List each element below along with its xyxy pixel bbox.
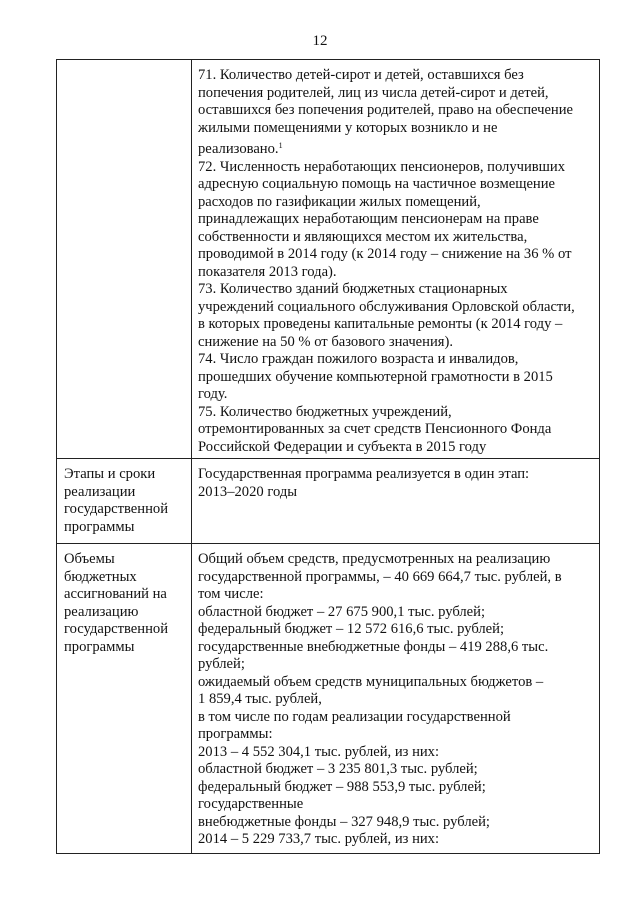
- target-item-73: [198, 281, 591, 351]
- budget-label-line: программы: [64, 638, 135, 655]
- target-73-line: 73. Количество зданий бюджетных стационарных: [198, 281, 508, 297]
- budget-content-line: государственной программы, – 40 669 664,7 тыс. рублей, в: [198, 568, 562, 585]
- target-71-line: попечения родителей, лиц из числа детей-сирот и детей,: [198, 84, 549, 101]
- target-74-line: году.: [198, 386, 228, 402]
- target-item-75: [198, 404, 591, 457]
- table-row-stages: [57, 459, 600, 544]
- budget-content-line: рублей;: [198, 656, 245, 672]
- target-73-line: в которых проведены капитальные ремонты (к 2014 году –: [198, 316, 563, 332]
- targets-label-cell: [57, 60, 192, 459]
- budget-label-line: реализацию: [64, 603, 139, 620]
- budget-content-line: том числе:: [198, 586, 264, 602]
- budget-content-line: областной бюджет – 3 235 801,3 тыс. рублей;: [198, 761, 478, 777]
- target-item-72: [198, 159, 591, 282]
- stages-label-line: реализации: [64, 483, 136, 500]
- budget-content-line: федеральный бюджет – 988 553,9 тыс. рублей;: [198, 778, 486, 795]
- budget-label-line: государственной: [64, 621, 169, 637]
- budget-content-line: внебюджетные фонды – 327 948,9 тыс. рублей;: [198, 813, 490, 830]
- budget-content-line: федеральный бюджет – 12 572 616,6 тыс. рублей;: [198, 621, 505, 637]
- target-72-line: 72. Численность неработающих пенсионеров, получивших: [198, 158, 566, 175]
- budget-label-line: Объемы: [64, 551, 115, 567]
- budget-content-line: 1 859,4 тыс. рублей,: [198, 691, 322, 707]
- budget-content-line: Общий объем средств, предусмотренных на реализацию: [198, 551, 551, 567]
- budget-label-cell: [57, 544, 192, 854]
- targets-content-cell: [192, 60, 600, 459]
- target-74-line: прошедших обучение компьютерной грамотности в 2015: [198, 368, 553, 385]
- target-71-line: 71. Количество детей-сирот и детей, оставшихся без: [198, 67, 524, 83]
- budget-content-line: в том числе по годам реализации государственной: [198, 708, 511, 725]
- table-row-targets: [57, 60, 600, 459]
- target-72-line: проводимой в 2014 году (к 2014 году – снижение на 36 % от: [198, 246, 572, 262]
- budget-content-line: программы:: [198, 726, 273, 742]
- program-passport-table: [56, 59, 600, 854]
- target-71-line: жилыми помещениями у которых возникло и не: [198, 119, 498, 136]
- target-75-line: 75. Количество бюджетных учреждений,: [198, 403, 452, 420]
- page-number: 12: [312, 33, 328, 49]
- target-71-text: реализовано.: [198, 141, 279, 157]
- budget-content-line: 2014 – 5 229 733,7 тыс. рублей, из них:: [198, 831, 440, 847]
- stages-content-line: 2013–2020 годы: [198, 483, 298, 500]
- target-71-line-last: [198, 137, 591, 159]
- target-72-line: расходов по газификации жилых помещений,: [198, 193, 481, 210]
- stages-content-line: Государственная программа реализуется в один этап:: [198, 466, 530, 482]
- stages-content-cell: [192, 459, 600, 544]
- budget-content-line: ожидаемый объем средств муниципальных бюджетов –: [198, 673, 544, 690]
- target-72-line: показателя 2013 года).: [198, 263, 337, 280]
- target-72-line: принадлежащих неработающим пенсионерам на праве: [198, 211, 539, 227]
- stages-label-line: государственной: [64, 501, 169, 517]
- stages-label-line: Этапы и сроки: [64, 466, 156, 482]
- target-71-line: оставшихся без попечения родителей, право на обеспечение: [198, 102, 574, 118]
- stages-label-line: программы: [64, 518, 135, 535]
- target-74-line: 74. Число граждан пожилого возраста и инвалидов,: [198, 351, 519, 367]
- target-75-line: отремонтированных за счет средств Пенсионного Фонда: [198, 421, 552, 437]
- budget-content-cell: [192, 544, 600, 854]
- budget-content-line: 2013 – 4 552 304,1 тыс. рублей, из них:: [198, 743, 440, 760]
- table-row-budget: [57, 544, 600, 854]
- budget-label-line: бюджетных: [64, 568, 137, 585]
- target-73-line: снижение на 50 % от базового значения).: [198, 333, 453, 350]
- target-75-line: Российской Федерации и субъекта в 2015 году: [198, 438, 487, 455]
- budget-content-line: государственные: [198, 796, 304, 812]
- stages-label-cell: [57, 459, 192, 544]
- target-item-74: [198, 351, 591, 404]
- target-item-71: [198, 67, 591, 159]
- budget-label-line: ассигнований на: [64, 586, 167, 602]
- target-73-line: учреждений социального обслуживания Орловской области,: [198, 298, 575, 315]
- target-72-line: адресную социальную помощь на частичное возмещение: [198, 176, 556, 192]
- footnote-marker: 1: [278, 141, 283, 150]
- target-72-line: собственности и являющихся местом их жительства,: [198, 228, 528, 245]
- budget-content-line: областной бюджет – 27 675 900,1 тыс. рублей;: [198, 603, 486, 620]
- budget-content-line: государственные внебюджетные фонды – 419 288,6 тыс.: [198, 638, 549, 655]
